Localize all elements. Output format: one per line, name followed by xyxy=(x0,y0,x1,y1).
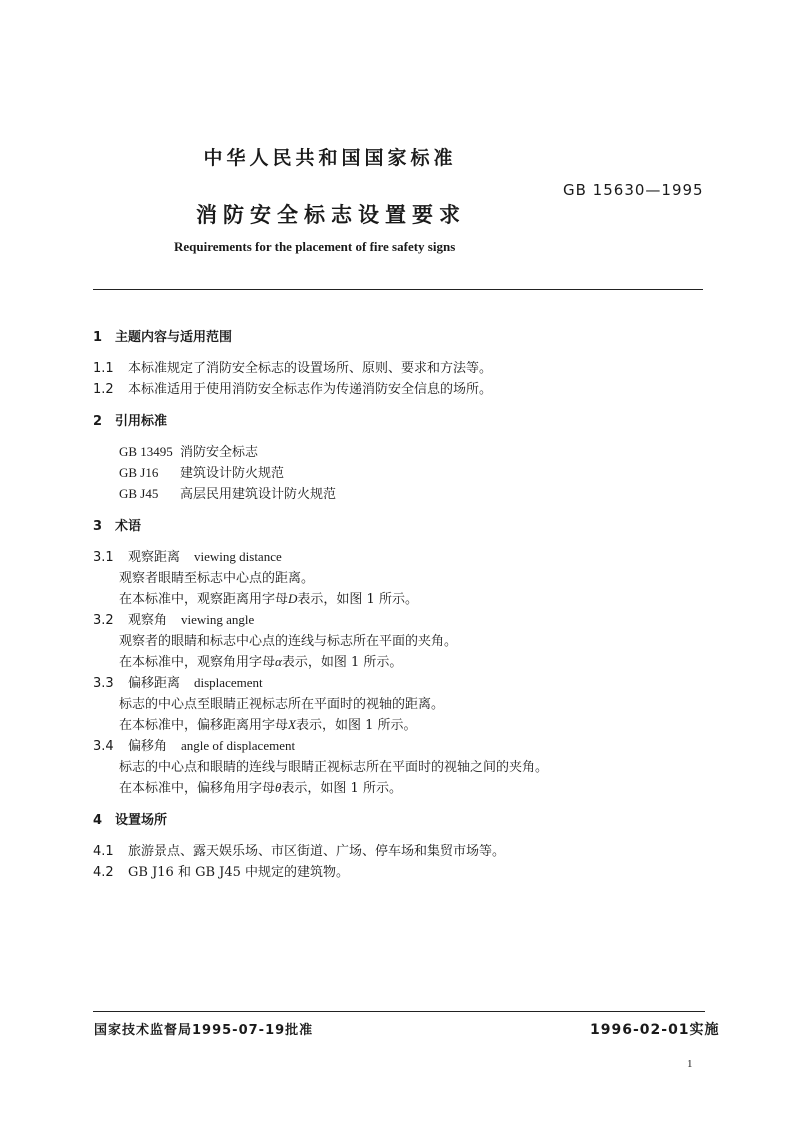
reference-name: 建筑设计防火规范 xyxy=(180,466,285,481)
term-note-text: 表示，如图 1 所示。 xyxy=(297,592,418,607)
clause-text: 旅游景点、露天娱乐场、市区街道、广场、停车场和集贸市场等。 xyxy=(128,844,506,859)
section-2-heading xyxy=(93,410,167,429)
clause-number: 1.2 xyxy=(93,382,114,397)
term-note xyxy=(119,651,402,670)
reference-code: GB J16 xyxy=(119,465,159,480)
term-chinese: 观察距离 xyxy=(128,550,181,565)
clause-text: GB J16 和 GB J45 中规定的建筑物。 xyxy=(128,865,350,880)
reference-standard xyxy=(119,483,336,502)
term-note-text: 表示，如图 1 所示。 xyxy=(281,781,402,796)
term-chinese: 观察角 xyxy=(128,613,168,628)
document-title: 消防安全标志设置要求 xyxy=(196,203,466,227)
term-note-text: 表示，如图 1 所示。 xyxy=(295,718,417,733)
term-symbol: X xyxy=(288,717,296,732)
reference-code: GB J45 xyxy=(119,486,159,501)
term-chinese: 偏移距离 xyxy=(128,676,181,691)
section-number: 3 xyxy=(93,519,103,534)
clause-number: 3.1 xyxy=(93,550,114,565)
clause-number: 1.1 xyxy=(93,361,114,376)
reference-standard xyxy=(119,462,284,481)
section-4-heading xyxy=(93,809,167,828)
reference-name: 高层民用建筑设计防火规范 xyxy=(180,487,337,502)
section-title: 主题内容与适用范围 xyxy=(115,330,233,345)
term-chinese: 偏移角 xyxy=(128,739,168,754)
term-english: angle of displacement xyxy=(181,738,296,753)
term-note-text: 表示，如图 1 所示。 xyxy=(281,655,403,670)
nation-standard-title: 中华人民共和国国家标准 xyxy=(203,147,457,169)
term-note xyxy=(119,588,418,607)
term-note-text: 在本标准中，观察角用字母 xyxy=(119,655,276,670)
section-title: 设置场所 xyxy=(115,813,168,828)
term-definition: 观察者眼睛至标志中心点的距离。 xyxy=(119,571,315,586)
footer-divider xyxy=(93,1011,705,1012)
term-symbol: D xyxy=(288,591,298,606)
clause-text: 本标准规定了消防安全标志的设置场所、原则、要求和方法等。 xyxy=(128,361,493,376)
clause-number: 4.1 xyxy=(93,844,114,859)
term-3-3-heading xyxy=(93,672,263,691)
term-note-text: 在本标准中，偏移距离用字母 xyxy=(119,718,289,733)
term-note xyxy=(119,777,402,796)
clause-1-1 xyxy=(93,357,492,376)
term-english: viewing angle xyxy=(181,612,255,627)
term-symbol: θ xyxy=(275,780,282,795)
section-title: 术语 xyxy=(115,519,142,534)
term-definition: 标志的中心点和眼睛的连线与眼睛正视标志所在平面时的视轴之间的夹角。 xyxy=(119,760,549,775)
term-english: viewing distance xyxy=(194,549,282,564)
header-divider xyxy=(93,289,703,290)
clause-text: 本标准适用于使用消防安全标志作为传递消防安全信息的场所。 xyxy=(128,382,493,397)
clause-1-2 xyxy=(93,378,492,397)
term-english: displacement xyxy=(194,675,263,690)
section-1-heading xyxy=(93,326,232,345)
term-symbol: α xyxy=(275,654,282,669)
clause-4-1 xyxy=(93,840,505,859)
term-note-text: 在本标准中，观察距离用字母 xyxy=(119,592,289,607)
section-number: 1 xyxy=(93,330,103,345)
reference-code: GB 13495 xyxy=(119,444,173,459)
term-note xyxy=(119,714,417,733)
term-3-4-heading xyxy=(93,735,295,754)
section-number: 2 xyxy=(93,414,103,429)
reference-standard xyxy=(119,441,258,460)
english-title: Requirements for the placement of fire safety signs xyxy=(174,239,456,254)
standard-number: GB 15630—1995 xyxy=(563,181,704,199)
clause-number: 4.2 xyxy=(93,865,114,880)
clause-number: 3.3 xyxy=(93,676,114,691)
term-definition: 标志的中心点至眼睛正视标志所在平面时的视轴的距离。 xyxy=(119,697,445,712)
page-number: 1 xyxy=(687,1058,693,1070)
term-note-text: 在本标准中，偏移角用字母 xyxy=(119,781,276,796)
approval-date: 国家技术监督局1995-07-19批准 xyxy=(94,1023,314,1038)
term-3-2-heading xyxy=(93,609,254,628)
section-number: 4 xyxy=(93,813,103,828)
clause-4-2 xyxy=(93,861,349,880)
reference-name: 消防安全标志 xyxy=(180,445,259,460)
implementation-date: 1996-02-01实施 xyxy=(590,1022,720,1038)
term-definition: 观察者的眼睛和标志中心点的连线与标志所在平面的夹角。 xyxy=(119,634,458,649)
clause-number: 3.2 xyxy=(93,613,114,628)
section-3-heading xyxy=(93,515,141,534)
term-3-1-heading xyxy=(93,546,282,565)
clause-number: 3.4 xyxy=(93,739,114,754)
section-title: 引用标准 xyxy=(115,414,168,429)
